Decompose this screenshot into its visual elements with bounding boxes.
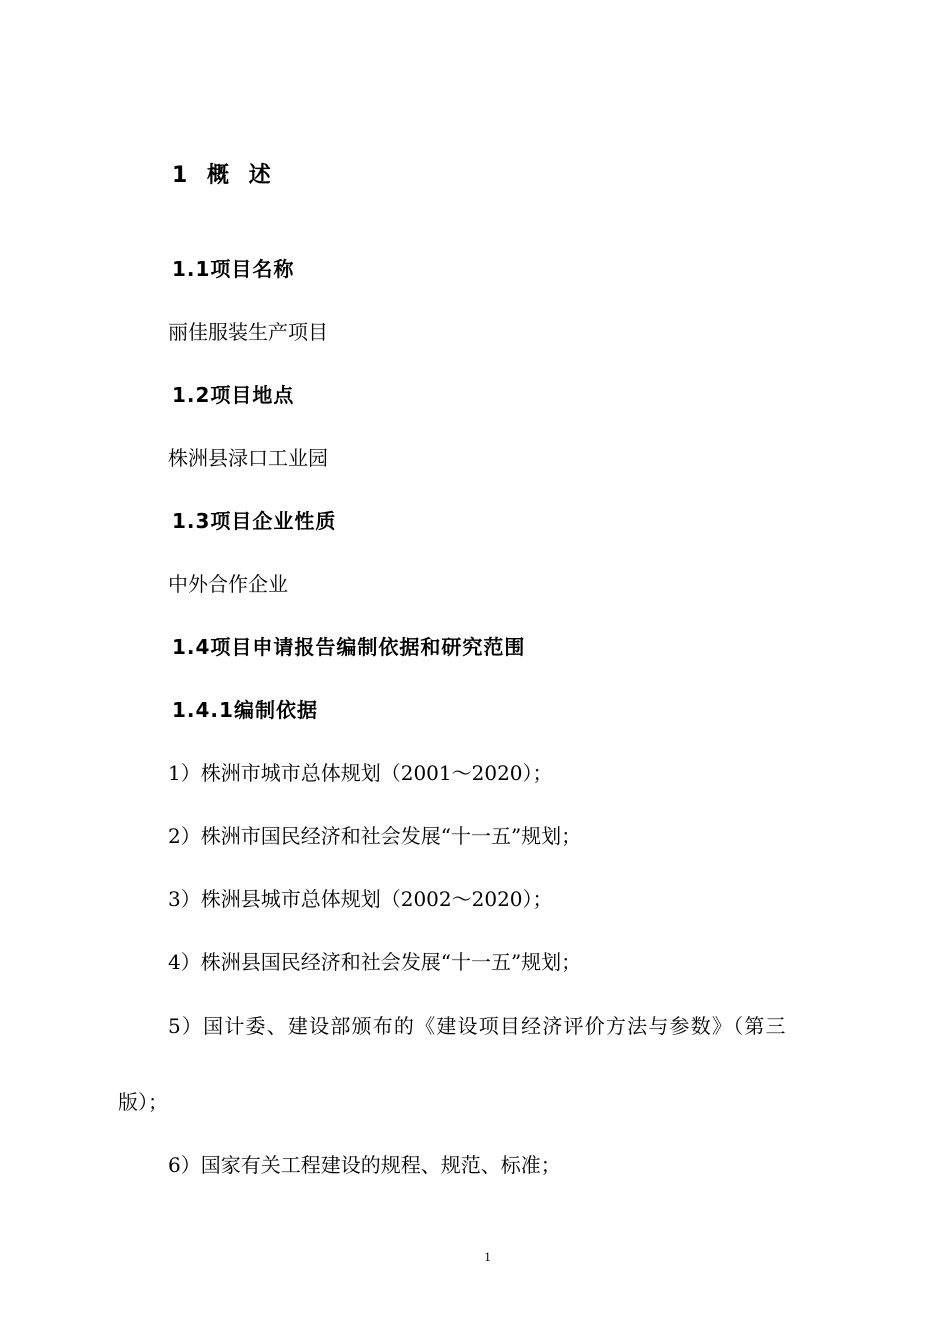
section-title-project-name: 1.1项目名称	[172, 257, 295, 281]
basis-item: 2）株洲市国民经济和社会发展“十一五”规划；	[168, 824, 582, 848]
page-number: 1	[484, 1249, 491, 1264]
section-body-project-name: 丽佳服装生产项目	[168, 320, 328, 344]
basis-item: 3）株洲县城市总体规划（2002～2020）；	[168, 887, 553, 911]
subsection-title-compilation-basis: 1.4.1编制依据	[172, 698, 318, 722]
section-body-enterprise-nature: 中外合作企业	[168, 572, 288, 596]
section-title-enterprise-nature: 1.3项目企业性质	[172, 509, 337, 533]
section-body-project-location: 株洲县渌口工业园	[168, 446, 328, 470]
basis-item: 5）国计委、建设部颁布的《建设项目经济评价方法与参数》（第三	[168, 1014, 787, 1038]
basis-item: 6）国家有关工程建设的规程、规范、标准；	[168, 1153, 561, 1177]
section-title-report-basis-scope: 1.4项目申请报告编制依据和研究范围	[172, 635, 526, 659]
basis-item-continuation: 版）；	[118, 1090, 168, 1114]
section-title-project-location: 1.2项目地点	[172, 383, 295, 407]
basis-item: 1）株洲市城市总体规划（2001～2020）；	[168, 761, 553, 785]
basis-item: 4）株洲县国民经济和社会发展“十一五”规划；	[168, 950, 582, 974]
chapter-heading: 1 概 述	[172, 163, 277, 188]
